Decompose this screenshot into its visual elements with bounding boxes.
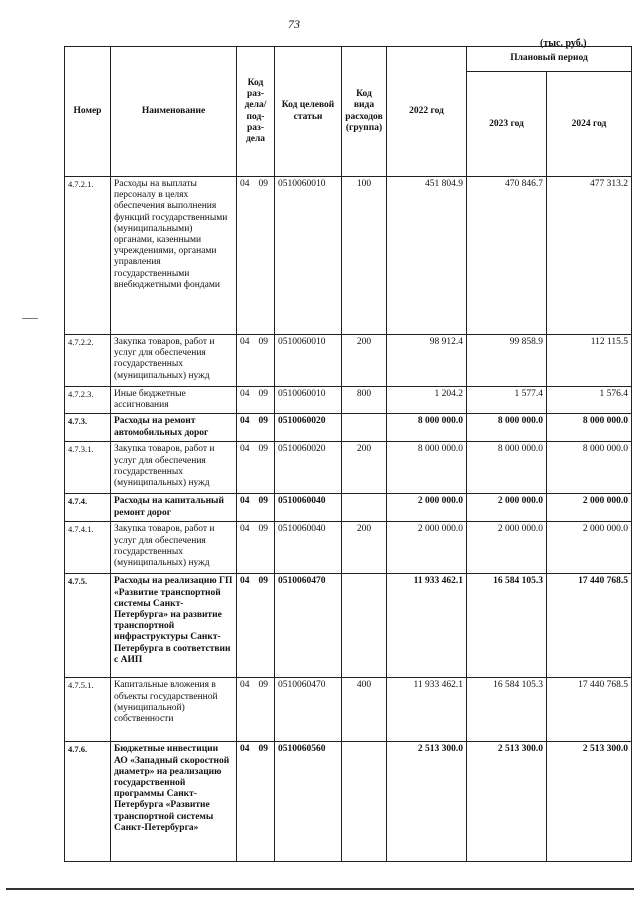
cell-2023: 16 584 105.3 (467, 678, 547, 742)
cell-target-code: 0510060470 (275, 574, 342, 678)
cell-expense-code: 400 (342, 678, 387, 742)
cell-2022: 98 912.4 (387, 335, 467, 387)
table-row (65, 335, 632, 387)
table-body (65, 177, 632, 862)
header-expense-code: Код вида расходов (группа) (342, 47, 387, 177)
section-code: 04 (240, 744, 250, 755)
cell-2024: 17 440 768.5 (547, 574, 632, 678)
cell-2024: 2 000 000.0 (547, 494, 632, 522)
table-row (65, 678, 632, 742)
table-row (65, 177, 632, 335)
cell-number: 4.7.3. (65, 414, 111, 442)
cell-name: Закупка товаров, работ и услуг для обеспечения государственных (муниципальных) нужд (111, 335, 237, 387)
subsection-code: 09 (258, 496, 268, 507)
cell-section-code (237, 522, 275, 574)
cell-expense-code: 100 (342, 177, 387, 335)
cell-2024: 1 576.4 (547, 387, 632, 414)
subsection-code: 09 (258, 389, 268, 399)
page-number: 73 (288, 17, 300, 31)
cell-number: 4.7.5.1. (65, 678, 111, 742)
cell-2023: 2 000 000.0 (467, 522, 547, 574)
header-number: Номер (65, 47, 111, 177)
cell-number: 4.7.2.2. (65, 335, 111, 387)
cell-2024: 8 000 000.0 (547, 414, 632, 442)
cell-expense-code: 200 (342, 335, 387, 387)
cell-target-code: 0510060560 (275, 742, 342, 862)
section-code: 04 (240, 179, 250, 189)
bottom-border-line (6, 888, 634, 890)
cell-2023: 470 846.7 (467, 177, 547, 335)
cell-2022: 11 933 462.1 (387, 574, 467, 678)
subsection-code: 09 (258, 416, 268, 427)
cell-2022: 2 000 000.0 (387, 494, 467, 522)
section-code: 04 (240, 416, 250, 427)
subsection-code: 09 (258, 576, 268, 587)
cell-name: Расходы на ремонт автомобильных дорог (111, 414, 237, 442)
cell-expense-code (342, 742, 387, 862)
cell-section-code (237, 335, 275, 387)
section-code: 04 (240, 337, 250, 347)
table-row (65, 522, 632, 574)
table-row (65, 414, 632, 442)
section-code: 04 (240, 576, 250, 587)
cell-2022: 2 000 000.0 (387, 522, 467, 574)
cell-2022: 8 000 000.0 (387, 414, 467, 442)
cell-name: Закупка товаров, работ и услуг для обеспечения государственных (муниципальных) нужд (111, 442, 237, 494)
cell-2023: 99 858.9 (467, 335, 547, 387)
cell-target-code: 0510060010 (275, 335, 342, 387)
cell-2022: 8 000 000.0 (387, 442, 467, 494)
cell-name: Расходы на капитальный ремонт дорог (111, 494, 237, 522)
cell-2023: 8 000 000.0 (467, 442, 547, 494)
cell-number: 4.7.2.3. (65, 387, 111, 414)
cell-expense-code: 200 (342, 522, 387, 574)
table-row (65, 742, 632, 862)
cell-target-code: 0510060040 (275, 522, 342, 574)
cell-name: Закупка товаров, работ и услуг для обеспечения государственных (муниципальных) нужд (111, 522, 237, 574)
section-code: 04 (240, 444, 250, 455)
table-row (65, 387, 632, 414)
cell-expense-code: 200 (342, 442, 387, 494)
cell-2024: 2 513 300.0 (547, 742, 632, 862)
cell-name: Расходы на выплаты персоналу в целях обеспечения выполнения функций государственными (муниципальными) органами, казенными учреждениями, органами управления государственными внебюджетными фондами (111, 177, 237, 335)
cell-target-code: 0510060010 (275, 387, 342, 414)
cell-section-code (237, 442, 275, 494)
subsection-code: 09 (258, 444, 268, 455)
cell-target-code: 0510060040 (275, 494, 342, 522)
cell-2023: 16 584 105.3 (467, 574, 547, 678)
margin-mark (22, 318, 38, 319)
cell-name: Бюджетные инвестиции АО «Западный скоростной диаметр» на реализацию государственной программы Санкт-Петербурга «Развитие транспортной системы Санкт-Петербурга» (111, 742, 237, 862)
cell-number: 4.7.6. (65, 742, 111, 862)
cell-2023: 1 577.4 (467, 387, 547, 414)
cell-2024: 8 000 000.0 (547, 442, 632, 494)
header-section-code: Код раз-дела/ под-раз-дела (237, 47, 275, 177)
cell-section-code (237, 742, 275, 862)
section-code: 04 (240, 680, 250, 691)
cell-section-code (237, 574, 275, 678)
subsection-code: 09 (258, 337, 268, 347)
cell-2024: 477 313.2 (547, 177, 632, 335)
table-row (65, 442, 632, 494)
cell-expense-code (342, 414, 387, 442)
cell-section-code (237, 494, 275, 522)
table-row (65, 494, 632, 522)
header-planned-period: Плановый период (467, 47, 632, 72)
cell-number: 4.7.4.1. (65, 522, 111, 574)
cell-name: Расходы на реализацию ГП «Развитие транспортной системы Санкт-Петербурга» на развитие транспортной инфраструктуры Санкт-Петербурга в соответствии с АИП (111, 574, 237, 678)
cell-expense-code (342, 574, 387, 678)
cell-target-code: 0510060010 (275, 177, 342, 335)
cell-name: Иные бюджетные ассигнования (111, 387, 237, 414)
section-code: 04 (240, 389, 250, 399)
header-name: Наименование (111, 47, 237, 177)
cell-2022: 451 804.9 (387, 177, 467, 335)
cell-2022: 11 933 462.1 (387, 678, 467, 742)
section-code: 04 (240, 496, 250, 507)
cell-section-code (237, 177, 275, 335)
cell-2024: 17 440 768.5 (547, 678, 632, 742)
cell-number: 4.7.4. (65, 494, 111, 522)
cell-section-code (237, 414, 275, 442)
cell-number: 4.7.5. (65, 574, 111, 678)
cell-2023: 2 000 000.0 (467, 494, 547, 522)
cell-number: 4.7.2.1. (65, 177, 111, 335)
section-code: 04 (240, 524, 250, 535)
header-2023: 2023 год (467, 72, 547, 177)
subsection-code: 09 (258, 744, 268, 755)
cell-2022: 1 204.2 (387, 387, 467, 414)
cell-section-code (237, 678, 275, 742)
cell-expense-code (342, 494, 387, 522)
cell-2024: 112 115.5 (547, 335, 632, 387)
header-2022: 2022 год (387, 47, 467, 177)
header-2024: 2024 год (547, 72, 632, 177)
cell-name: Капитальные вложения в объекты государственной (муниципальной) собственности (111, 678, 237, 742)
table-row (65, 574, 632, 678)
cell-2024: 2 000 000.0 (547, 522, 632, 574)
subsection-code: 09 (258, 680, 268, 691)
cell-target-code: 0510060020 (275, 442, 342, 494)
budget-table (64, 46, 632, 862)
cell-2023: 8 000 000.0 (467, 414, 547, 442)
cell-target-code: 0510060470 (275, 678, 342, 742)
cell-number: 4.7.3.1. (65, 442, 111, 494)
subsection-code: 09 (258, 524, 268, 535)
units-label: (тыс. руб.) (540, 38, 587, 49)
subsection-code: 09 (258, 179, 268, 189)
cell-section-code (237, 387, 275, 414)
cell-expense-code: 800 (342, 387, 387, 414)
header-target-code: Код целевой статьи (275, 47, 342, 177)
cell-target-code: 0510060020 (275, 414, 342, 442)
cell-2022: 2 513 300.0 (387, 742, 467, 862)
cell-2023: 2 513 300.0 (467, 742, 547, 862)
